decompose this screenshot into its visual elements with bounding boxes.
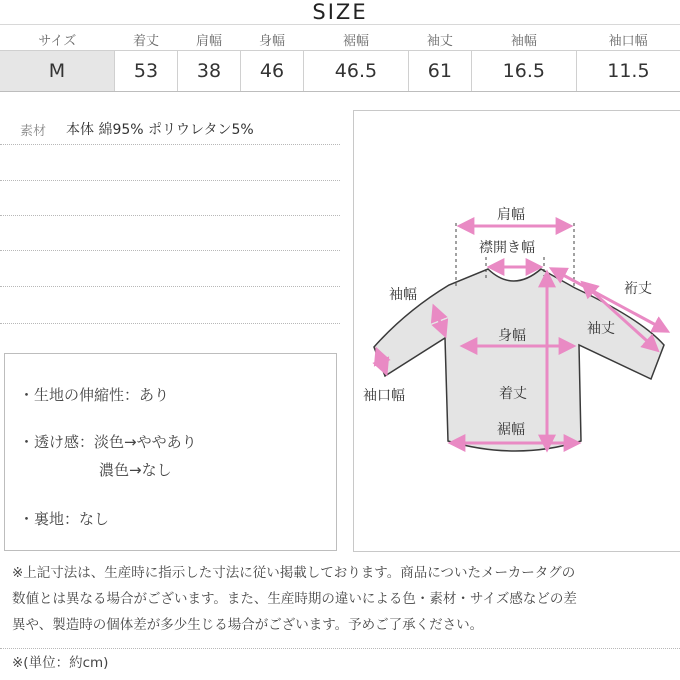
material-divider (0, 250, 340, 252)
label-yuki: 裄丈 (624, 281, 652, 297)
lining-property: ・裏地：なし (19, 510, 110, 528)
label-cuff: 袖口幅 (363, 388, 405, 404)
disclaimer-line-2: 数値とは異なる場合がございます。また、生産時期の違いによる色・素材・サイズ感などの差 (12, 591, 577, 607)
material-divider (0, 144, 340, 146)
label-neck: 襟開き幅 (479, 240, 535, 256)
label-sleeve-length: 袖丈 (587, 321, 615, 337)
material-divider (0, 180, 340, 182)
header-size: サイズ (0, 28, 115, 51)
size-title: SIZE (312, 0, 368, 24)
label-length: 着丈 (499, 386, 527, 402)
garment-diagram (353, 110, 680, 552)
sheerness-property: ・透け感：淡色→ややあり (19, 433, 197, 451)
hem-value: 46.5 (304, 51, 409, 92)
garment-diagram-svg (354, 111, 680, 551)
label-sleeve-width: 袖幅 (389, 287, 417, 303)
fabric-properties-box (4, 353, 337, 551)
sleeve-width-value: 16.5 (471, 51, 576, 92)
header-sleeve-length: 袖丈 (408, 28, 471, 51)
size-value: M (0, 51, 115, 92)
label-shoulder: 肩幅 (497, 207, 525, 223)
header-length: 着丈 (115, 28, 178, 51)
header-sleeve-width: 袖幅 (471, 28, 576, 51)
label-body-width: 身幅 (498, 328, 526, 344)
sleeve-length-value: 61 (408, 51, 471, 92)
label-hem: 裾幅 (497, 422, 525, 438)
material-value: 本体 綿95% ポリウレタン5% (66, 122, 254, 138)
material-divider (0, 215, 340, 217)
material-divider (0, 286, 340, 288)
header-cuff: 袖口幅 (576, 28, 680, 51)
length-value: 53 (115, 51, 178, 92)
shoulder-value: 38 (178, 51, 241, 92)
header-body-width: 身幅 (241, 28, 304, 51)
header-shoulder: 肩幅 (178, 28, 241, 51)
cuff-value: 11.5 (576, 51, 680, 92)
unit-note: ※(単位：約cm) (12, 655, 109, 671)
size-table-header (0, 28, 680, 51)
body-width-value: 46 (241, 51, 304, 92)
sheerness-property-dark: 濃色→なし (99, 461, 172, 479)
size-table (0, 28, 680, 92)
size-table-row (0, 51, 680, 92)
header-hem: 裾幅 (304, 28, 409, 51)
stretch-property: ・生地の伸縮性：あり (19, 386, 170, 404)
disclaimer-line-3: 異や、製造時の個体差が多少生じる場合がございます。予めご了承ください。 (12, 617, 484, 633)
material-divider (0, 323, 340, 325)
material-label: 素材 (20, 124, 47, 139)
title-divider (0, 24, 680, 25)
disclaimer-line-1: ※上記寸法は、生産時に指示した寸法に従い掲載しております。商品についたメーカータグの (12, 565, 576, 581)
